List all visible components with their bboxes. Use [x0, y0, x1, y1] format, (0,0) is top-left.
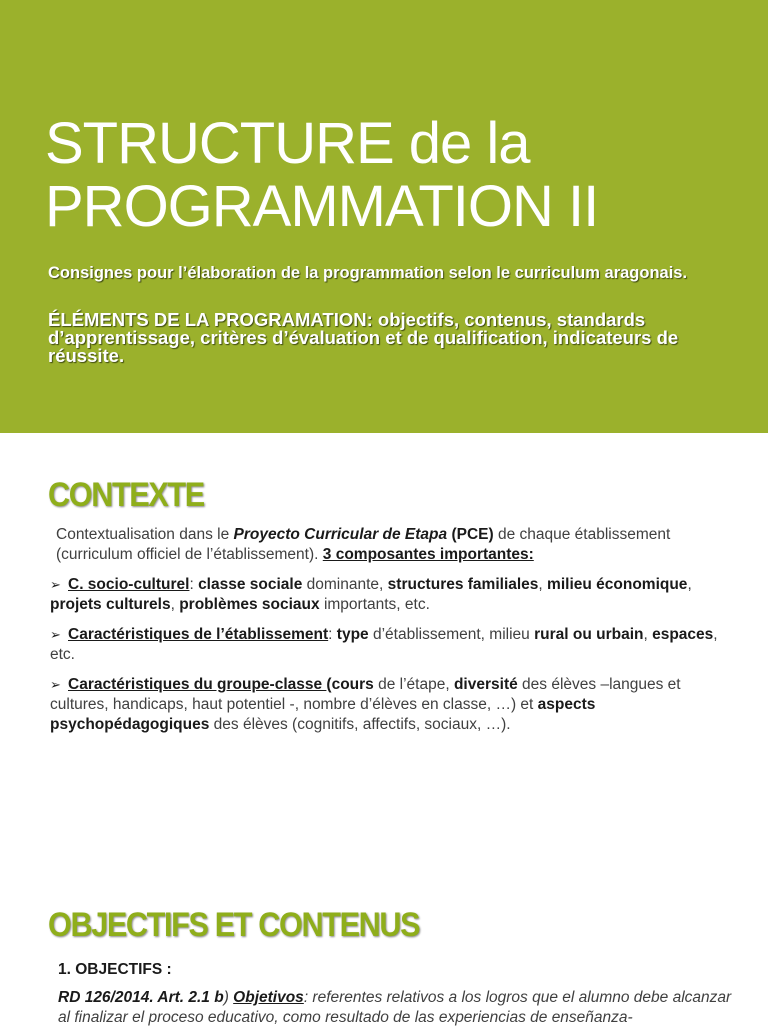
objectifs-subheading: 1. OBJECTIFS : — [58, 961, 172, 978]
elements-label: ÉLÉMENTS DE LA PROGRAMATION: — [48, 309, 373, 330]
bullet-strong: classe sociale — [198, 576, 303, 593]
bullet-strong: milieu économique — [547, 576, 688, 593]
contexte-intro — [56, 525, 716, 565]
objectifs-heading: OBJECTIFS ET CONTENUS — [48, 906, 420, 944]
bullet-strong: cours — [331, 676, 374, 693]
bullet-label: Caractéristiques du groupe-classe — [68, 676, 327, 693]
bullet-text: des élèves (cognitifs, affectifs, sociaux, …). — [209, 716, 511, 733]
bullet-text: d’établissement, milieu — [368, 626, 535, 643]
bullet-socio-culturel — [50, 575, 720, 615]
bullet-text: , — [538, 576, 548, 593]
bullet-text: ( — [326, 676, 332, 693]
bullet-groupe-classe — [50, 675, 720, 735]
contexte-heading: CONTEXTE — [48, 476, 204, 514]
bullet-text: : — [189, 576, 199, 593]
bullet-label: Caractéristiques de l’établissement — [68, 626, 329, 643]
slide-subtitle: Consignes pour l’élaboration de la programmation selon le curriculum aragonais. — [48, 264, 688, 282]
bullet-strong: structures familiales — [387, 576, 539, 593]
bullet-text: importants, etc. — [319, 596, 430, 613]
bullet-strong: aspects psychopédagogiques — [50, 696, 596, 733]
intro-text: Contextualisation dans le — [56, 526, 234, 543]
rd-term: Objetivos — [233, 989, 304, 1006]
bullet-text: : — [328, 626, 337, 643]
intro-pce-abbr: (PCE) — [447, 526, 494, 543]
intro-pce: Proyecto Curricular de Etapa — [233, 526, 448, 543]
arrow-bullet-icon: ➢ — [50, 627, 61, 642]
bullet-strong: rural ou urbain — [534, 626, 644, 643]
rd-text: ) — [223, 989, 234, 1006]
elements-text: objectifs, contenus, standards d’apprentissage, critères d’évaluation et de qualification, indicateurs de réussite. — [48, 309, 679, 366]
rd-text: : referentes relativos a los logros que el alumno debe alcanzar al finalizar el proceso educativo, como resultado de las experiencias de enseñanza- — [58, 989, 732, 1026]
bullet-strong: projets culturels — [50, 596, 171, 613]
title-line-1: STRUCTURE de la — [45, 111, 530, 176]
bullet-strong: espaces — [652, 626, 714, 643]
bullet-strong: type — [336, 626, 369, 643]
intro-text-2: de chaque établissement (curriculum officiel de l’établissement). — [56, 526, 671, 563]
title-line-2: PROGRAMMATION II — [45, 174, 599, 239]
bullet-etablissement — [50, 625, 720, 665]
bullet-text: des élèves –langues et cultures, handicaps, haut potentiel -, nombre d’élèves en classe, …) et — [50, 676, 681, 713]
bullet-strong: problèmes sociaux — [179, 596, 320, 613]
bullet-text: , — [170, 596, 180, 613]
intro-components: 3 composantes importantes: — [322, 546, 534, 563]
bullet-strong: diversité — [453, 676, 518, 693]
bullet-text: de l’étape, — [373, 676, 454, 693]
rd-paragraph — [58, 988, 738, 1028]
bullet-text: , etc. — [50, 626, 718, 663]
bullet-text: , — [687, 576, 692, 593]
bullet-text: dominante, — [302, 576, 388, 593]
rd-reference: RD 126/2014. Art. 2.1 b — [58, 989, 224, 1006]
bullet-text: , — [643, 626, 653, 643]
arrow-bullet-icon: ➢ — [50, 577, 61, 592]
elements-line — [48, 311, 738, 365]
arrow-bullet-icon: ➢ — [50, 677, 61, 692]
slide-title — [45, 112, 745, 238]
bullet-label: C. socio-culturel — [68, 576, 190, 593]
